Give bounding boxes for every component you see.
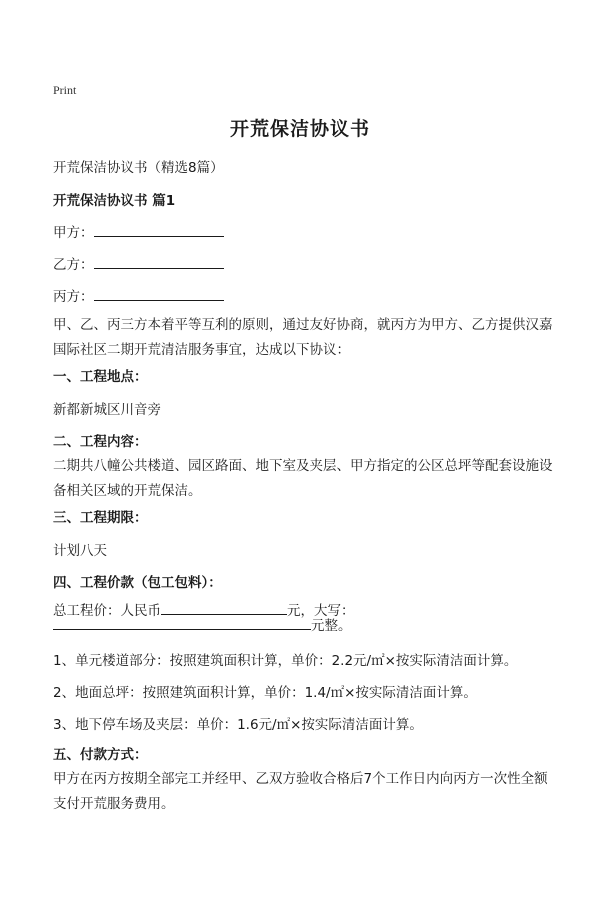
total-price-words-blank	[53, 615, 311, 630]
content-heading: 二、工程内容：	[53, 434, 148, 450]
party-b-row	[53, 253, 224, 273]
period-heading: 三、工程期限：	[53, 510, 148, 526]
party-c-row	[53, 285, 224, 305]
location-heading: 一、工程地点：	[53, 369, 148, 385]
document-subtitle: 开荒保洁协议书（精选8篇）	[53, 160, 224, 176]
total-price-label: 总工程价：人民币	[53, 603, 161, 619]
total-price-blank	[161, 600, 287, 615]
content-text: 二期共八幢公共楼道、园区路面、地下室及夹层、甲方指定的公区总坪等配套设施设备相关区域的开荒保洁。	[53, 458, 553, 499]
party-c-blank	[94, 286, 224, 301]
section-heading: 开荒保洁协议书 篇1	[53, 193, 176, 209]
period-text: 计划八天	[53, 543, 107, 559]
price-heading: 四、工程价款（包工包料）：	[53, 575, 222, 591]
document-title: 开荒保洁协议书	[229, 118, 370, 140]
print-label[interactable]: Print	[53, 83, 77, 97]
payment-text: 甲方在丙方按期全部完工并经甲、乙双方验收合格后7个工作日内向丙方一次性全额支付开荒服务费用。	[53, 771, 548, 812]
party-c-label: 丙方：	[53, 289, 94, 305]
price-item-3: 3、地下停车场及夹层：单价：1.6元/㎡×按实际清洁面计算。	[53, 717, 423, 733]
total-price-words-row	[53, 614, 352, 634]
party-a-label: 甲方：	[53, 225, 94, 241]
intro-paragraph: 甲、乙、丙三方本着平等互利的原则，通过友好协商，就丙方为甲方、乙方提供汉嘉国际社区二期开荒清洁服务事宜，达成以下协议：	[53, 317, 553, 358]
price-item-2: 2、地面总坪：按照建筑面积计算，单价：1.4/㎡×按实际清洁面计算。	[53, 685, 477, 701]
payment-heading: 五、付款方式：	[53, 747, 148, 763]
party-a-blank	[94, 222, 224, 237]
yuan-whole-label: 元整。	[311, 618, 352, 634]
party-a-row	[53, 221, 224, 241]
yuan-label: 元，大写：	[287, 603, 355, 619]
party-b-blank	[94, 254, 224, 269]
price-item-1: 1、单元楼道部分：按照建筑面积计算，单价：2.2元/㎡×按实际清洁面计算。	[53, 653, 518, 669]
location-text: 新都新城区川音旁	[53, 402, 161, 418]
party-b-label: 乙方：	[53, 257, 94, 273]
